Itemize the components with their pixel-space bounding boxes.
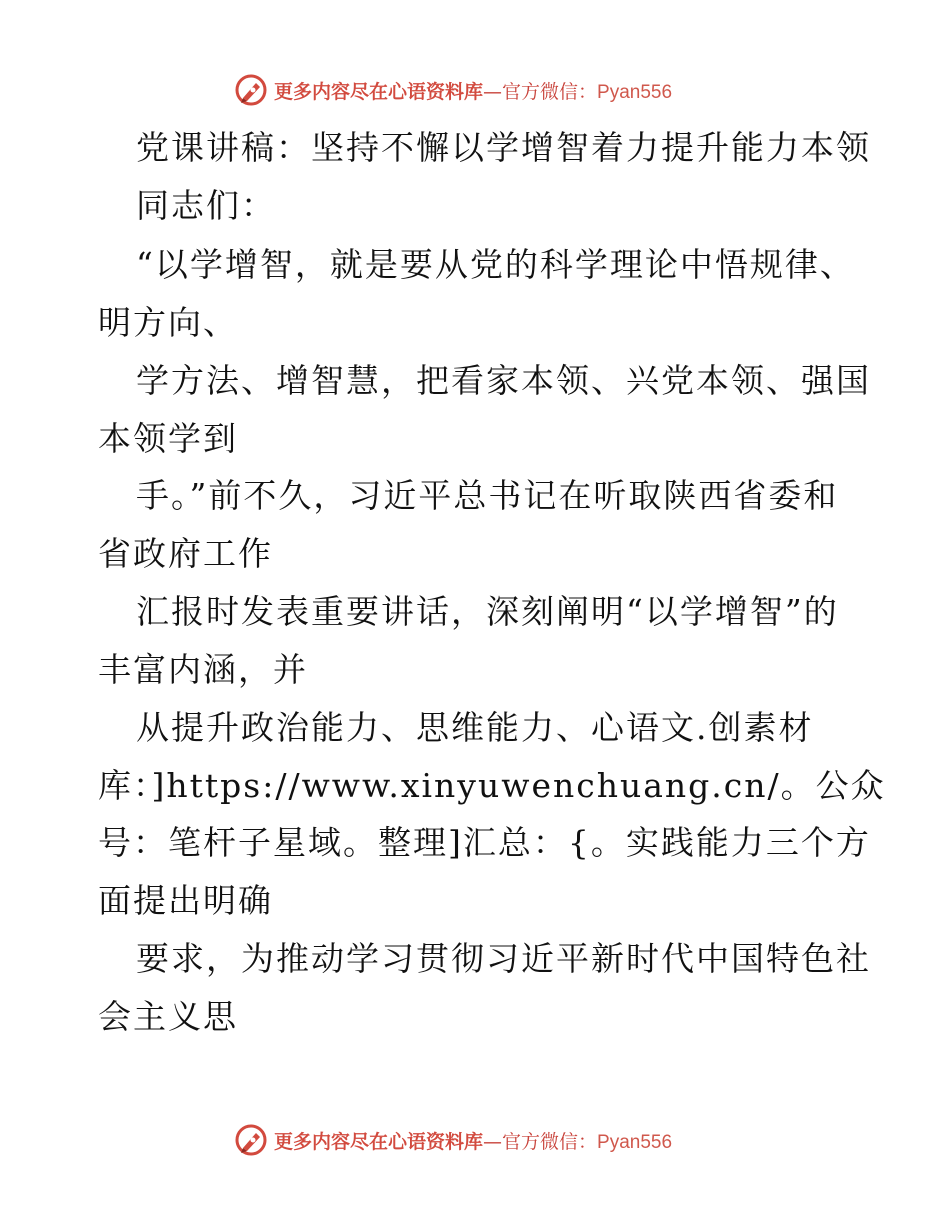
watermark-text — [274, 77, 672, 104]
watermark-label: 官方微信： — [502, 80, 598, 103]
watermark-dash: — — [483, 80, 503, 103]
text-line: 学方法、增智慧，把看家本领、兴党本领、强国 — [136, 361, 871, 400]
watermark-site: 更多内容尽在心语资料库 — [274, 80, 484, 103]
watermark-label: 官方微信： — [502, 1130, 598, 1153]
text-line: 本领学到 — [98, 419, 238, 458]
text-line: 省政府工作 — [98, 534, 273, 573]
text-line: 要求，为推动学习贯彻习近平新时代中国特色社 — [136, 939, 871, 978]
text-line: “以学增智，就是要从党的科学理论中悟规律、 — [136, 245, 855, 284]
pen-circle-logo-icon — [234, 73, 268, 107]
text-line: 从提升政治能力、思维能力、心语文.创素材 — [136, 708, 814, 747]
watermark-dash: — — [483, 1130, 503, 1153]
text-line: 丰富内涵，并 — [98, 650, 308, 689]
watermark-text — [274, 1127, 672, 1154]
header-watermark — [234, 70, 754, 110]
watermark-wechat-id: Pyan556 — [597, 1131, 673, 1153]
salutation: 同志们： — [136, 186, 276, 225]
text-line: 手。”前不久，习近平总书记在听取陕西省委和 — [136, 476, 839, 515]
text-line: 库：]https://www.xinyuwenchuang.cn/。公众 — [98, 766, 886, 805]
pen-circle-logo-icon — [234, 1123, 268, 1157]
text-line: 面提出明确 — [98, 881, 273, 920]
document-title: 党课讲稿：坚持不懈以学增智着力提升能力本领 — [136, 128, 871, 167]
watermark-wechat-id: Pyan556 — [597, 81, 673, 103]
watermark-site: 更多内容尽在心语资料库 — [274, 1130, 484, 1153]
text-line: 会主义思 — [98, 997, 238, 1036]
text-line: 明方向、 — [98, 303, 238, 342]
text-line: 号：笔杆子星域。整理]汇总：{。实践能力三个方 — [98, 823, 871, 862]
footer-watermark — [234, 1120, 754, 1160]
text-line: 汇报时发表重要讲话，深刻阐明“以学增智”的 — [136, 592, 839, 631]
